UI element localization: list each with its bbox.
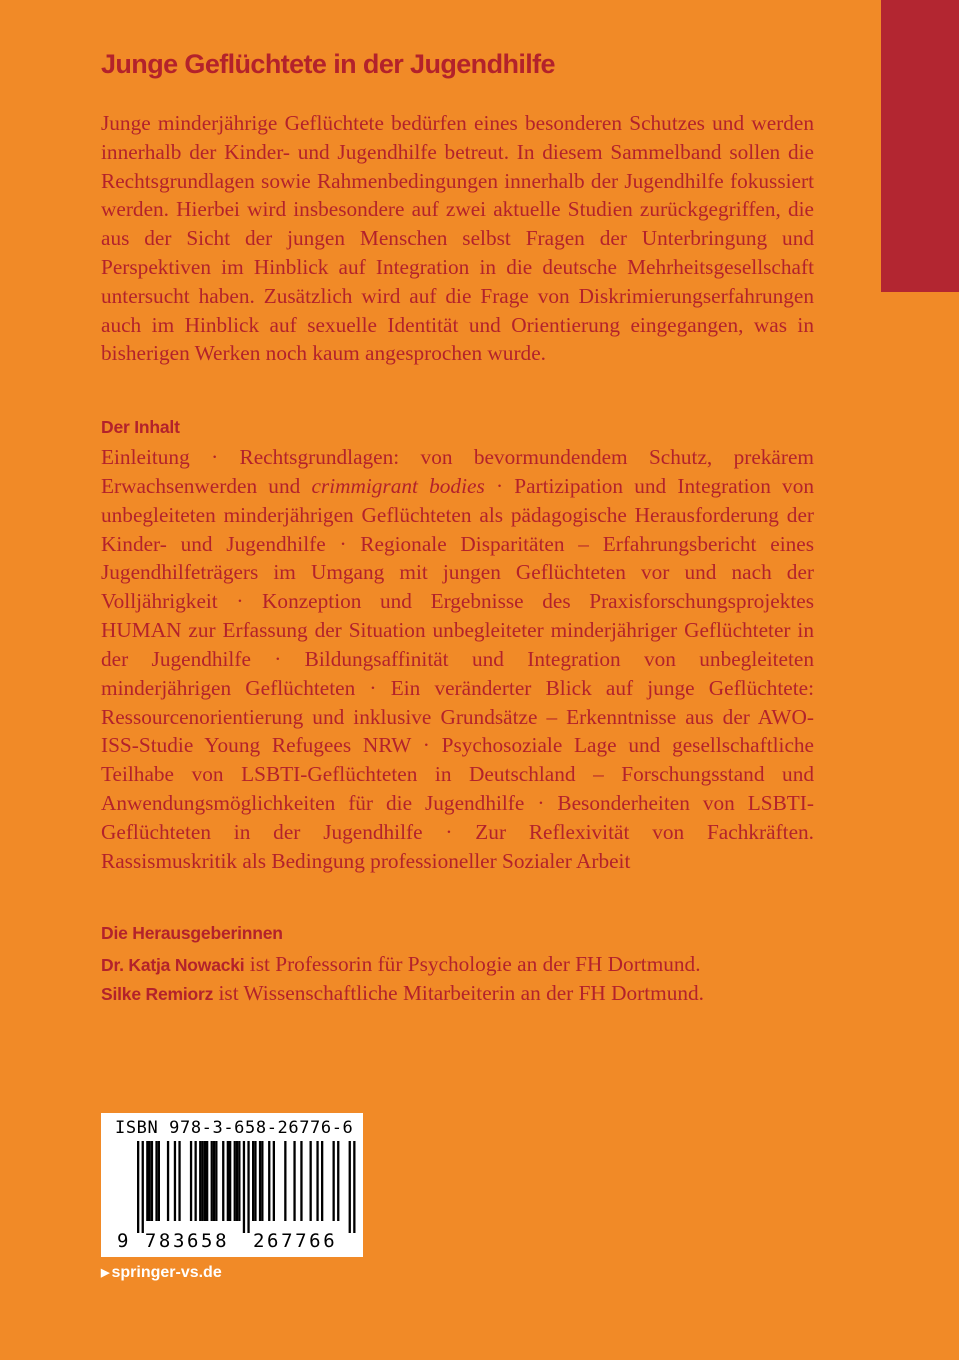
contents-text-start: Einleitung · Rechtsgrundlagen: von bevormundendem Schutz, prekärem Erwachsenwerden und [101, 445, 814, 498]
barcode-bar [238, 1141, 240, 1221]
editor-name: Silke Remiorz [101, 984, 214, 1004]
barcode-bar [252, 1141, 254, 1221]
editor-entry [101, 979, 821, 1008]
barcode-bar [316, 1141, 318, 1221]
barcode-bar [236, 1141, 238, 1221]
barcode-bar [204, 1141, 206, 1221]
editor-description: ist Professorin für Psychologie an der FH Dortmund. [244, 952, 701, 976]
contents-text-rest: · Partizipation und Integration von unbegleiteten minderjährigen Geflüchteten als pädagogische Herausforderung der Kinder- und Jugendhilfe · Regionale Disparitäten – Erfahrungsbericht eines Jugendhilfeträgers im Umgang mit jungen Geflüchteten vor und nach der Volljährigkeit · Konzeption und Ergebnisse des Praxisforschungsprojektes HUMAN zur Erfassung der Situation unbegleiteter minderjähriger Geflüchteter in der Jugendhilfe · Bildungsaffinität und Integration von unbegleiteten minderjährigen Geflüchteten · Ein veränderter Blick auf junge Geflüchtete: Ressourcenorientierung und inklusive Grundsätze – Erkenntnisse aus der AWO-ISS-Studie Young Refugees NRW · Psychosoziale Lage und gesellschaftliche Teilhabe von LSBTI-Geflüchteten in Deutschland – Forschungsstand und Anwendungsmöglichkeiten für die Jugendhilfe · Besonderheiten von LSBTI-Geflüchteten in der Jugendhilfe · Zur Reflexivität von Fachkräften. Rassismuskritik als Bedingung professioneller Sozialer Arbeit [101, 473, 814, 873]
barcode-bar [284, 1141, 286, 1221]
barcode-bar [206, 1141, 208, 1221]
barcode-bar [199, 1141, 201, 1221]
barcode-bar [211, 1141, 213, 1221]
barcode-bar [229, 1141, 231, 1221]
barcode-bar [300, 1141, 302, 1221]
editor-name: Dr. Katja Nowacki [101, 955, 245, 975]
barcode-bar [353, 1141, 355, 1233]
barcode-bar [178, 1141, 180, 1221]
barcode-bar [254, 1141, 256, 1221]
blurb-paragraph: Junge minderjährige Geflüchtete bedürfen eines besonderen Schutzes und werden innerhalb der Kinder- und Jugendhilfe betreut. In diesem Sammelband sollen die Rechtsgrundlagen sowie Rahmenbedingungen innerhalb der Jugendhilfe fokussiert werden. Hierbei wird insbesondere auf zwei aktuelle Studien zurückgegriffen, die aus der Sicht der jungen Menschen selbst Fragen der Unterbringung und Perspektiven im Hinblick auf Integration in die deutsche Mehrheitsgesellschaft untersucht haben. Zusätzlich wird auf die Frage von Diskrimierungserfahrungen auch im Hinblick auf sexuelle Identität und Orientierung eingegangen, was in bisherigen Werken noch kaum angesprochen wurde. [101, 111, 814, 366]
isbn-label: ISBN 978-3-658-26776-6 [115, 1118, 354, 1138]
barcode-bar [213, 1141, 215, 1221]
editor-entry [101, 950, 821, 979]
barcode-digits: 9 [117, 1230, 129, 1252]
barcode-bar [234, 1141, 236, 1221]
barcode-graphic [101, 1113, 363, 1257]
barcode-bar [155, 1141, 157, 1221]
barcode-bar [293, 1141, 295, 1221]
barcode-bar [268, 1141, 270, 1221]
barcode-bar [222, 1141, 224, 1221]
barcode-bar [247, 1141, 249, 1233]
barcode-bar [174, 1141, 176, 1221]
publisher-url-text: springer-vs.de [111, 1264, 222, 1281]
red-spine-tab [881, 0, 959, 292]
contents-italic-term: crimmigrant bodies [311, 473, 485, 498]
barcode-bar [349, 1141, 351, 1233]
barcode-bar [227, 1141, 229, 1221]
barcode-digits: 783658 [144, 1230, 230, 1252]
barcode-bar [149, 1141, 151, 1221]
barcode-bar [215, 1141, 217, 1221]
editors-heading: Die Herausgeberinnen [101, 923, 283, 943]
barcode-bar [261, 1141, 263, 1221]
barcode-bar [273, 1141, 275, 1221]
barcode-bar [142, 1141, 144, 1233]
barcode-bar [321, 1141, 323, 1221]
barcode-digits: 267766 [253, 1230, 338, 1252]
barcode-bar [151, 1141, 153, 1221]
barcode-bar [259, 1141, 261, 1221]
barcode-bar [137, 1141, 139, 1233]
barcode-bar [146, 1141, 148, 1221]
isbn-barcode-box [101, 1113, 363, 1257]
barcode-bar [337, 1141, 339, 1221]
barcode-bar [310, 1141, 312, 1221]
contents-paragraph [101, 443, 814, 876]
barcode-bar [167, 1141, 169, 1221]
barcode-bar [158, 1141, 160, 1221]
barcode-bar [190, 1141, 192, 1221]
publisher-url[interactable] [101, 1263, 222, 1283]
contents-heading: Der Inhalt [101, 417, 180, 437]
barcode-bar [333, 1141, 335, 1221]
back-cover-title: Junge Geflüchtete in der Jugendhilfe [101, 49, 555, 79]
triangle-arrow-icon: ▶ [101, 1267, 110, 1279]
barcode-bar [201, 1141, 203, 1221]
barcode-bar [243, 1141, 245, 1233]
barcode-bar [195, 1141, 197, 1221]
editor-description: ist Wissenschaftliche Mitarbeiterin an der FH Dortmund. [213, 981, 705, 1005]
